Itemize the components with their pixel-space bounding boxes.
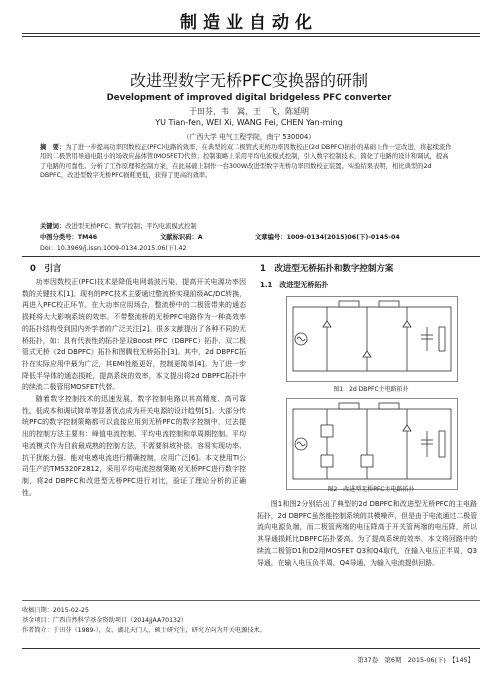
header-rule-2	[22, 36, 480, 37]
fig1-diagram	[287, 297, 457, 381]
paper-title-en: Development of improved digital bridgeless PFC converter	[106, 93, 392, 103]
footnote-received: 收稿日期：2015-02-25	[22, 607, 89, 614]
fig2-diagram	[287, 399, 457, 489]
clc: 中图分类号：TM46	[40, 234, 98, 241]
doc-code: 文献标识码：A	[160, 234, 203, 241]
keywords-label: 关键词：	[40, 223, 66, 230]
journal-name: 制造业自动化	[180, 13, 318, 33]
meta-line	[40, 232, 454, 241]
doi: Doi：10.3969/j.issn.1009-0134.2015.06(下).42	[40, 245, 187, 252]
figure-2-caption: 图2 改进型无桥PFC主电路拓扑	[327, 486, 415, 493]
footnote-rule	[22, 600, 480, 601]
intro-para-2: 随着数字控制技术的迅速发展，数字控制电路以其高精度、高可靠性、低成本和调试简单等显著优点成为开关电源的设计趋势[5]。大部分传统PFC的数字控制策略都可以直接应用到无桥PFC的数字控制中，过去提出的控制方法主要有：峰值电流控制、平均电流控制和单周期控制。平均电流模式作为目前最成熟的控制方法，不需要斜坡补偿、容易实现功率、抗干扰能力强、能对电感电流进行精确控制，应用广泛[6]。本文使用TI公司生产的TMS320F2812，采用平均电流控制策略对无桥PFC进行数字控制，将2d DBPFC和改进型无桥PFC进行对比，验证了理论分析的正确性。	[22, 395, 246, 497]
intro-para-1: 功率因数校正(PFC)技术是降低电网谐波污染，提高开关电源功率因数的关键技术[1]。现有的PFC技术主要通过整流桥实现前级AC/DC转换，再进入PFC校正环节。在大功率应用场合，整流桥中的二极管带来的通态损耗将大大影响系统的效率。不带整流桥的无桥PFC电路作为一种高效率的拓扑结构受到国内外学者的广泛关注[2]。很多文献提出了各种不同的无桥拓扑，如：具有代表性的拓扑是双Boost PFC（DBPFC）拓扑、双二极管式无桥（2d DBPFC）拓扑和图腾柱无桥拓扑[3]。其中，2d DBPFC拓扑在实际应用中最为广泛，其EMI性能更好，控制更简单[4]。为了进一步降低半导体的通态损耗，提高系统的效率，本文提出将2d DBPFC拓扑中的续流二极管用MOSFET代替。	[22, 278, 246, 392]
abstract-text: 为了进一步提高功率因数校正(PFC)电路的效率，在典型的双二极管式无桥功率因数校正(2d DBPFC)拓扑的基础上作一定改进，将起续流作用的二极管用导通电阻小的场效应晶体管(MOSFET)代替；控制策略上采用平均电流模式控制，引入数字控制技术，简化了电路的设计和调试，提高了电路的可靠性。分析了工作原理和控制方案，在此基础上制作一台300W改进型数字无桥功率因数校正装置。实验结果表明，相比典型的2d DBPFC，改进型数字无桥PFC损耗更低，获得了更高的效率。	[40, 144, 452, 180]
header-rule	[22, 33, 480, 34]
abstract-rule	[22, 256, 480, 257]
keywords	[40, 221, 454, 230]
article-no: 文章编号：1009-0134(2015)06(下)-0145-04	[255, 234, 400, 241]
authors-cn: 于田芬，韦 嵩，王 飞，陈延明	[189, 107, 309, 116]
page-footer: 第37卷 第6期 2015-06(下) 【145】	[357, 656, 474, 664]
footnote-author: 作者简介：于田芬（1989-），女，湖北天门人，硕士研究生，研究方向为开关电源技术。	[22, 627, 266, 634]
subsection-1-1-heading: 1.1 改进型无桥拓扑	[260, 281, 329, 289]
figure-1-circuit	[286, 296, 458, 382]
abstract-label: 摘 要：	[40, 144, 66, 151]
footnote-fund: 基金项目：广西自然科学基金资助项目（2014jjAA70132）	[22, 617, 188, 624]
figure-1-caption: 图1 2d DBPFC主电路拓扑	[333, 386, 409, 393]
affiliation: （广西大学 电气工程学院，南宁 530004）	[182, 133, 316, 141]
section-1-body: 图1和图2分别给出了典型的2d DBPFC和改进型无桥PFC的主电路拓扑，2d DBPFC虽然能控制系统的共模噪声，但是由于电流通过二极管流向电源负端，而二极管两端的电压降高于开关管两端的电压降，所以其导通损耗比DBPFC拓扑要高。为了提高系统的效率，本文将回路中的续流二极管D1和D2用MOSFET Q3和Q4取代，在输入电压正半周，Q3导通，在输入电压负半周，Q4导通，为输入电流提供回路。	[257, 500, 477, 567]
abstract	[40, 143, 454, 181]
keywords-text: 改进型无桥PFC；数字控制；平均电流模式控制	[65, 223, 197, 230]
paper-title: 改进型数字无桥PFC变换器的研制	[129, 71, 369, 90]
section-intro-heading: 0 引言	[30, 264, 62, 274]
intro-body	[22, 277, 246, 499]
authors-en: YU Tian-fen, WEI Xi, WANG Fei, CHEN Yan-ming	[155, 118, 343, 127]
footer-rule	[22, 648, 480, 649]
section-1-heading: 1 改进型无桥拓扑和数字控制方案	[260, 264, 394, 274]
figure-2-circuit	[286, 398, 458, 490]
